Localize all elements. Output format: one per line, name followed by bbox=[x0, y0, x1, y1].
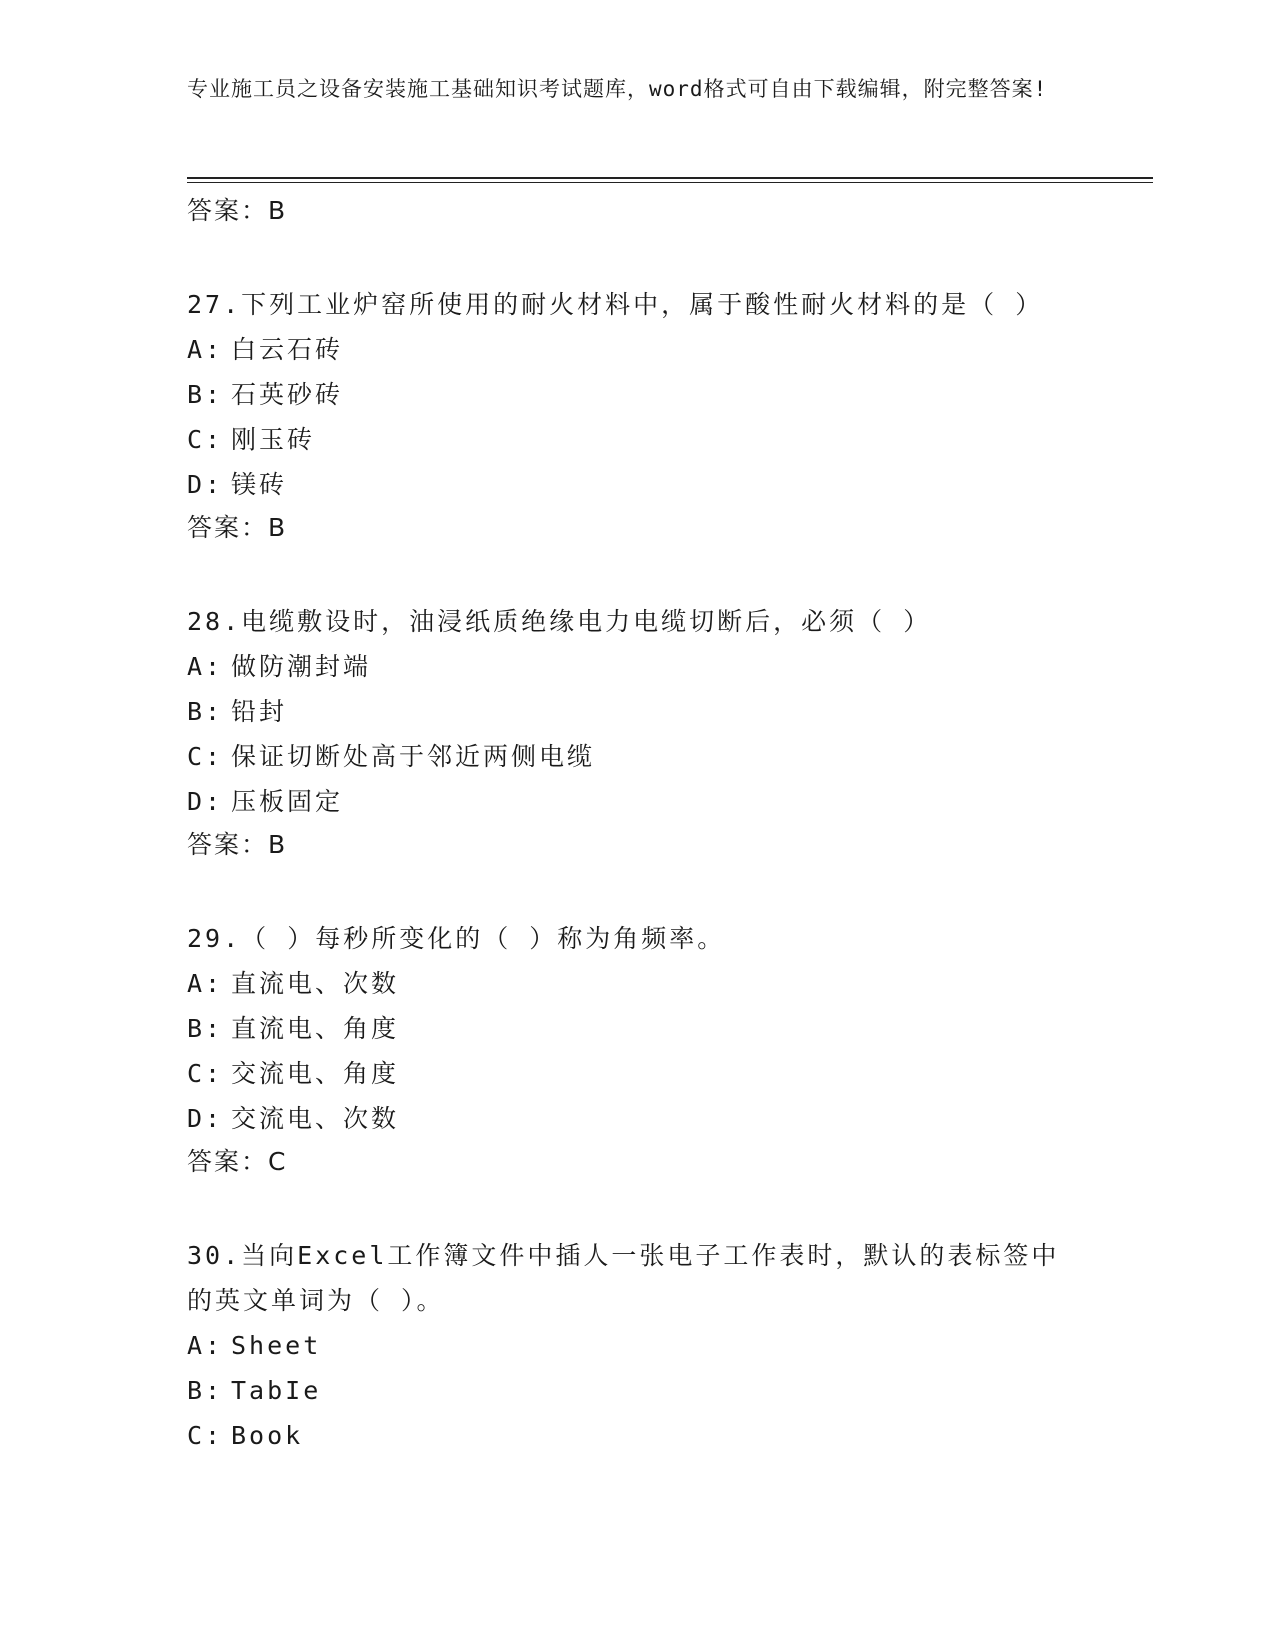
option-letter: A: bbox=[187, 1331, 224, 1360]
document-body bbox=[187, 190, 1087, 1458]
option-text: 保证切断处高于邻近两侧电缆 bbox=[231, 742, 596, 771]
option-letter: A: bbox=[187, 969, 224, 998]
answer-29: 答案：C bbox=[187, 1147, 288, 1176]
option-text: 直流电、角度 bbox=[231, 1014, 400, 1043]
option-c bbox=[187, 734, 1087, 779]
question-stem: 29.（ ）每秒所变化的（ ）称为角频率。 bbox=[187, 924, 726, 953]
option-letter: B: bbox=[187, 1014, 224, 1043]
option-d bbox=[187, 1096, 1087, 1141]
option-letter: A: bbox=[187, 335, 224, 364]
question-stem: 30.当向Excel工作簿文件中插人一张电子工作表时，默认的表标签中的英文单词为（ ）。 bbox=[187, 1241, 1060, 1315]
header-rule-thin bbox=[187, 182, 1153, 183]
option-text: 做防潮封端 bbox=[231, 652, 372, 681]
option-a bbox=[187, 327, 1087, 372]
answer-27: 答案：B bbox=[187, 513, 288, 542]
option-letter: C: bbox=[187, 425, 224, 454]
option-c bbox=[187, 417, 1087, 462]
option-letter: C: bbox=[187, 742, 224, 771]
option-letter: D: bbox=[187, 470, 224, 499]
option-text: 镁砖 bbox=[231, 470, 288, 499]
option-c bbox=[187, 1413, 1087, 1458]
option-letter: D: bbox=[187, 787, 224, 816]
option-letter: A: bbox=[187, 652, 224, 681]
option-letter: D: bbox=[187, 1104, 224, 1133]
option-c bbox=[187, 1051, 1087, 1096]
option-letter: B: bbox=[187, 1376, 224, 1405]
option-text: 压板固定 bbox=[231, 787, 344, 816]
option-letter: B: bbox=[187, 380, 224, 409]
option-b bbox=[187, 372, 1087, 417]
option-text: Book bbox=[231, 1421, 304, 1450]
option-d bbox=[187, 462, 1087, 507]
option-letter: B: bbox=[187, 697, 224, 726]
option-text: 直流电、次数 bbox=[231, 969, 400, 998]
option-text: Sheet bbox=[231, 1331, 322, 1360]
option-b bbox=[187, 1006, 1087, 1051]
option-a bbox=[187, 961, 1087, 1006]
document-header: 专业施工员之设备安装施工基础知识考试题库，word格式可自由下载编辑，附完整答案! bbox=[187, 77, 1048, 101]
answer-previous: 答案：B bbox=[187, 196, 288, 225]
answer-28: 答案：B bbox=[187, 830, 288, 859]
question-27 bbox=[187, 282, 1087, 549]
question-28 bbox=[187, 599, 1087, 866]
option-text: 石英砂砖 bbox=[231, 380, 344, 409]
option-text: 交流电、角度 bbox=[231, 1059, 400, 1088]
option-text: TabIe bbox=[231, 1376, 322, 1405]
option-text: 铅封 bbox=[231, 697, 288, 726]
question-stem: 28.电缆敷设时，油浸纸质绝缘电力电缆切断后，必须（ ） bbox=[187, 607, 932, 636]
option-a bbox=[187, 644, 1087, 689]
option-text: 交流电、次数 bbox=[231, 1104, 400, 1133]
option-letter: C: bbox=[187, 1421, 224, 1450]
option-b bbox=[187, 1368, 1087, 1413]
question-29 bbox=[187, 916, 1087, 1183]
question-30 bbox=[187, 1233, 1087, 1458]
option-text: 白云石砖 bbox=[231, 335, 344, 364]
header-rule-thick bbox=[187, 177, 1153, 179]
option-text: 刚玉砖 bbox=[231, 425, 316, 454]
question-stem: 27.下列工业炉窑所使用的耐火材料中，属于酸性耐火材料的是（ ） bbox=[187, 290, 1044, 319]
option-a bbox=[187, 1323, 1087, 1368]
option-d bbox=[187, 779, 1087, 824]
option-letter: C: bbox=[187, 1059, 224, 1088]
option-b bbox=[187, 689, 1087, 734]
